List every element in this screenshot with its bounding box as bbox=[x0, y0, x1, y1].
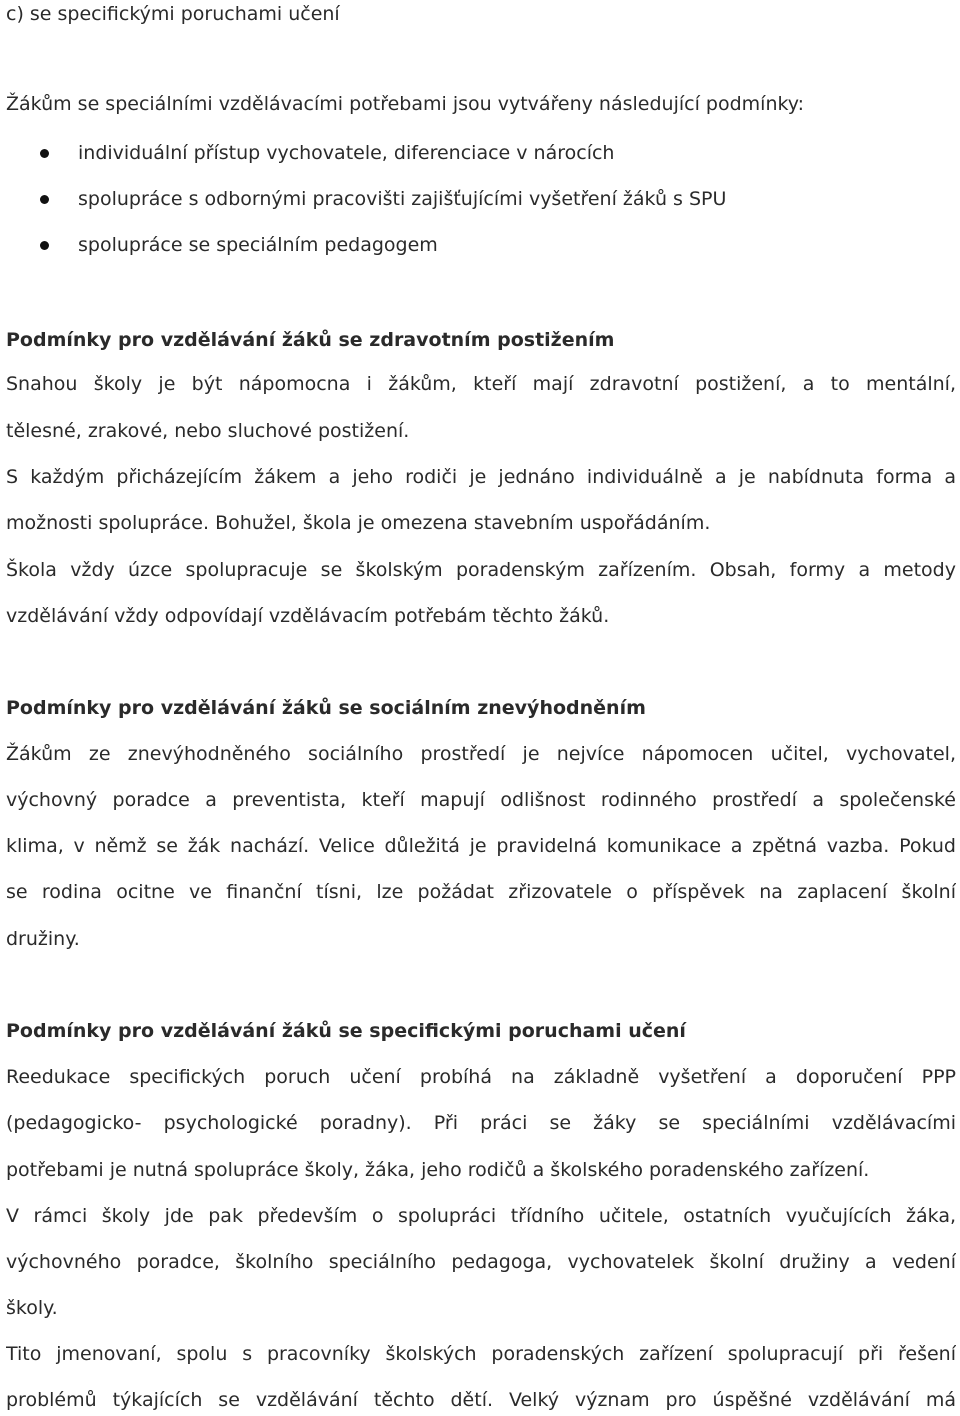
paragraph-line: výchovného poradce, školního speciálního pedagoga, vychovatelek školní družiny a vedení bbox=[6, 1251, 956, 1273]
paragraph-line: problémů týkajících se vzdělávání těchto dětí. Velký význam pro úspěšné vzdělávání má bbox=[6, 1389, 956, 1411]
paragraph-line: Reedukace specifických poruch učení probíhá na základně vyšetření a doporučení PPP bbox=[6, 1066, 956, 1088]
paragraph-line: tělesné, zrakové, nebo sluchové postižení. bbox=[6, 420, 410, 442]
paragraph-line: družiny. bbox=[6, 928, 80, 950]
list-item-c: c) se specifickými poruchami učení bbox=[6, 3, 340, 25]
bullet-item: individuální přístup vychovatele, diferenciace v nárocích bbox=[78, 142, 615, 164]
paragraph-line: potřebami je nutná spolupráce školy, žáka, jeho rodičů a školského poradenského zařízení. bbox=[6, 1159, 870, 1181]
paragraph-line: Škola vždy úzce spolupracuje se školským poradenským zařízením. Obsah, formy a metody bbox=[6, 559, 956, 581]
section-heading-spu: Podmínky pro vzdělávání žáků se specifickými poruchami učení bbox=[6, 1020, 686, 1042]
paragraph-line: vzdělávání vždy odpovídají vzdělávacím potřebám těchto žáků. bbox=[6, 605, 610, 627]
intro-sentence: Žákům se speciálními vzdělávacími potřebami jsou vytvářeny následující podmínky: bbox=[6, 93, 805, 115]
paragraph-line: (pedagogicko- psychologické poradny). Při práci se žáky se speciálními vzdělávacími bbox=[6, 1112, 956, 1134]
bullet-icon bbox=[40, 241, 49, 250]
section-heading-health: Podmínky pro vzdělávání žáků se zdravotním postižením bbox=[6, 329, 615, 351]
paragraph-line: Snahou školy je být nápomocna i žákům, kteří mají zdravotní postižení, a to mentální, bbox=[6, 373, 956, 395]
section-heading-social: Podmínky pro vzdělávání žáků se sociálním znevýhodněním bbox=[6, 697, 646, 719]
bullet-icon bbox=[40, 195, 49, 204]
paragraph-line: školy. bbox=[6, 1297, 58, 1319]
paragraph-line: se rodina ocitne ve finanční tísni, lze požádat zřizovatele o příspěvek na zaplacení školní bbox=[6, 881, 956, 903]
paragraph-line: Žákům ze znevýhodněného sociálního prostředí je nejvíce nápomocen učitel, vychovatel, bbox=[6, 743, 956, 765]
bullet-item: spolupráce se speciálním pedagogem bbox=[78, 234, 438, 256]
paragraph-line: Tito jmenovaní, spolu s pracovníky školských poradenských zařízení spolupracují při řešení bbox=[6, 1343, 956, 1365]
bullet-icon bbox=[40, 149, 49, 158]
paragraph-line: výchovný poradce a preventista, kteří mapují odlišnost rodinného prostředí a společenské bbox=[6, 789, 956, 811]
paragraph-line: V rámci školy jde pak především o spolupráci třídního učitele, ostatních vyučujících žáka, bbox=[6, 1205, 956, 1227]
paragraph-line: klima, v němž se žák nachází. Velice důležitá je pravidelná komunikace a zpětná vazba. Pokud bbox=[6, 835, 956, 857]
paragraph-line: možnosti spolupráce. Bohužel, škola je omezena stavebním uspořádáním. bbox=[6, 512, 711, 534]
paragraph-line: S každým přicházejícím žákem a jeho rodiči je jednáno individuálně a je nabídnuta forma a bbox=[6, 466, 956, 488]
bullet-item: spolupráce s odbornými pracovišti zajišťujícími vyšetření žáků s SPU bbox=[78, 188, 727, 210]
